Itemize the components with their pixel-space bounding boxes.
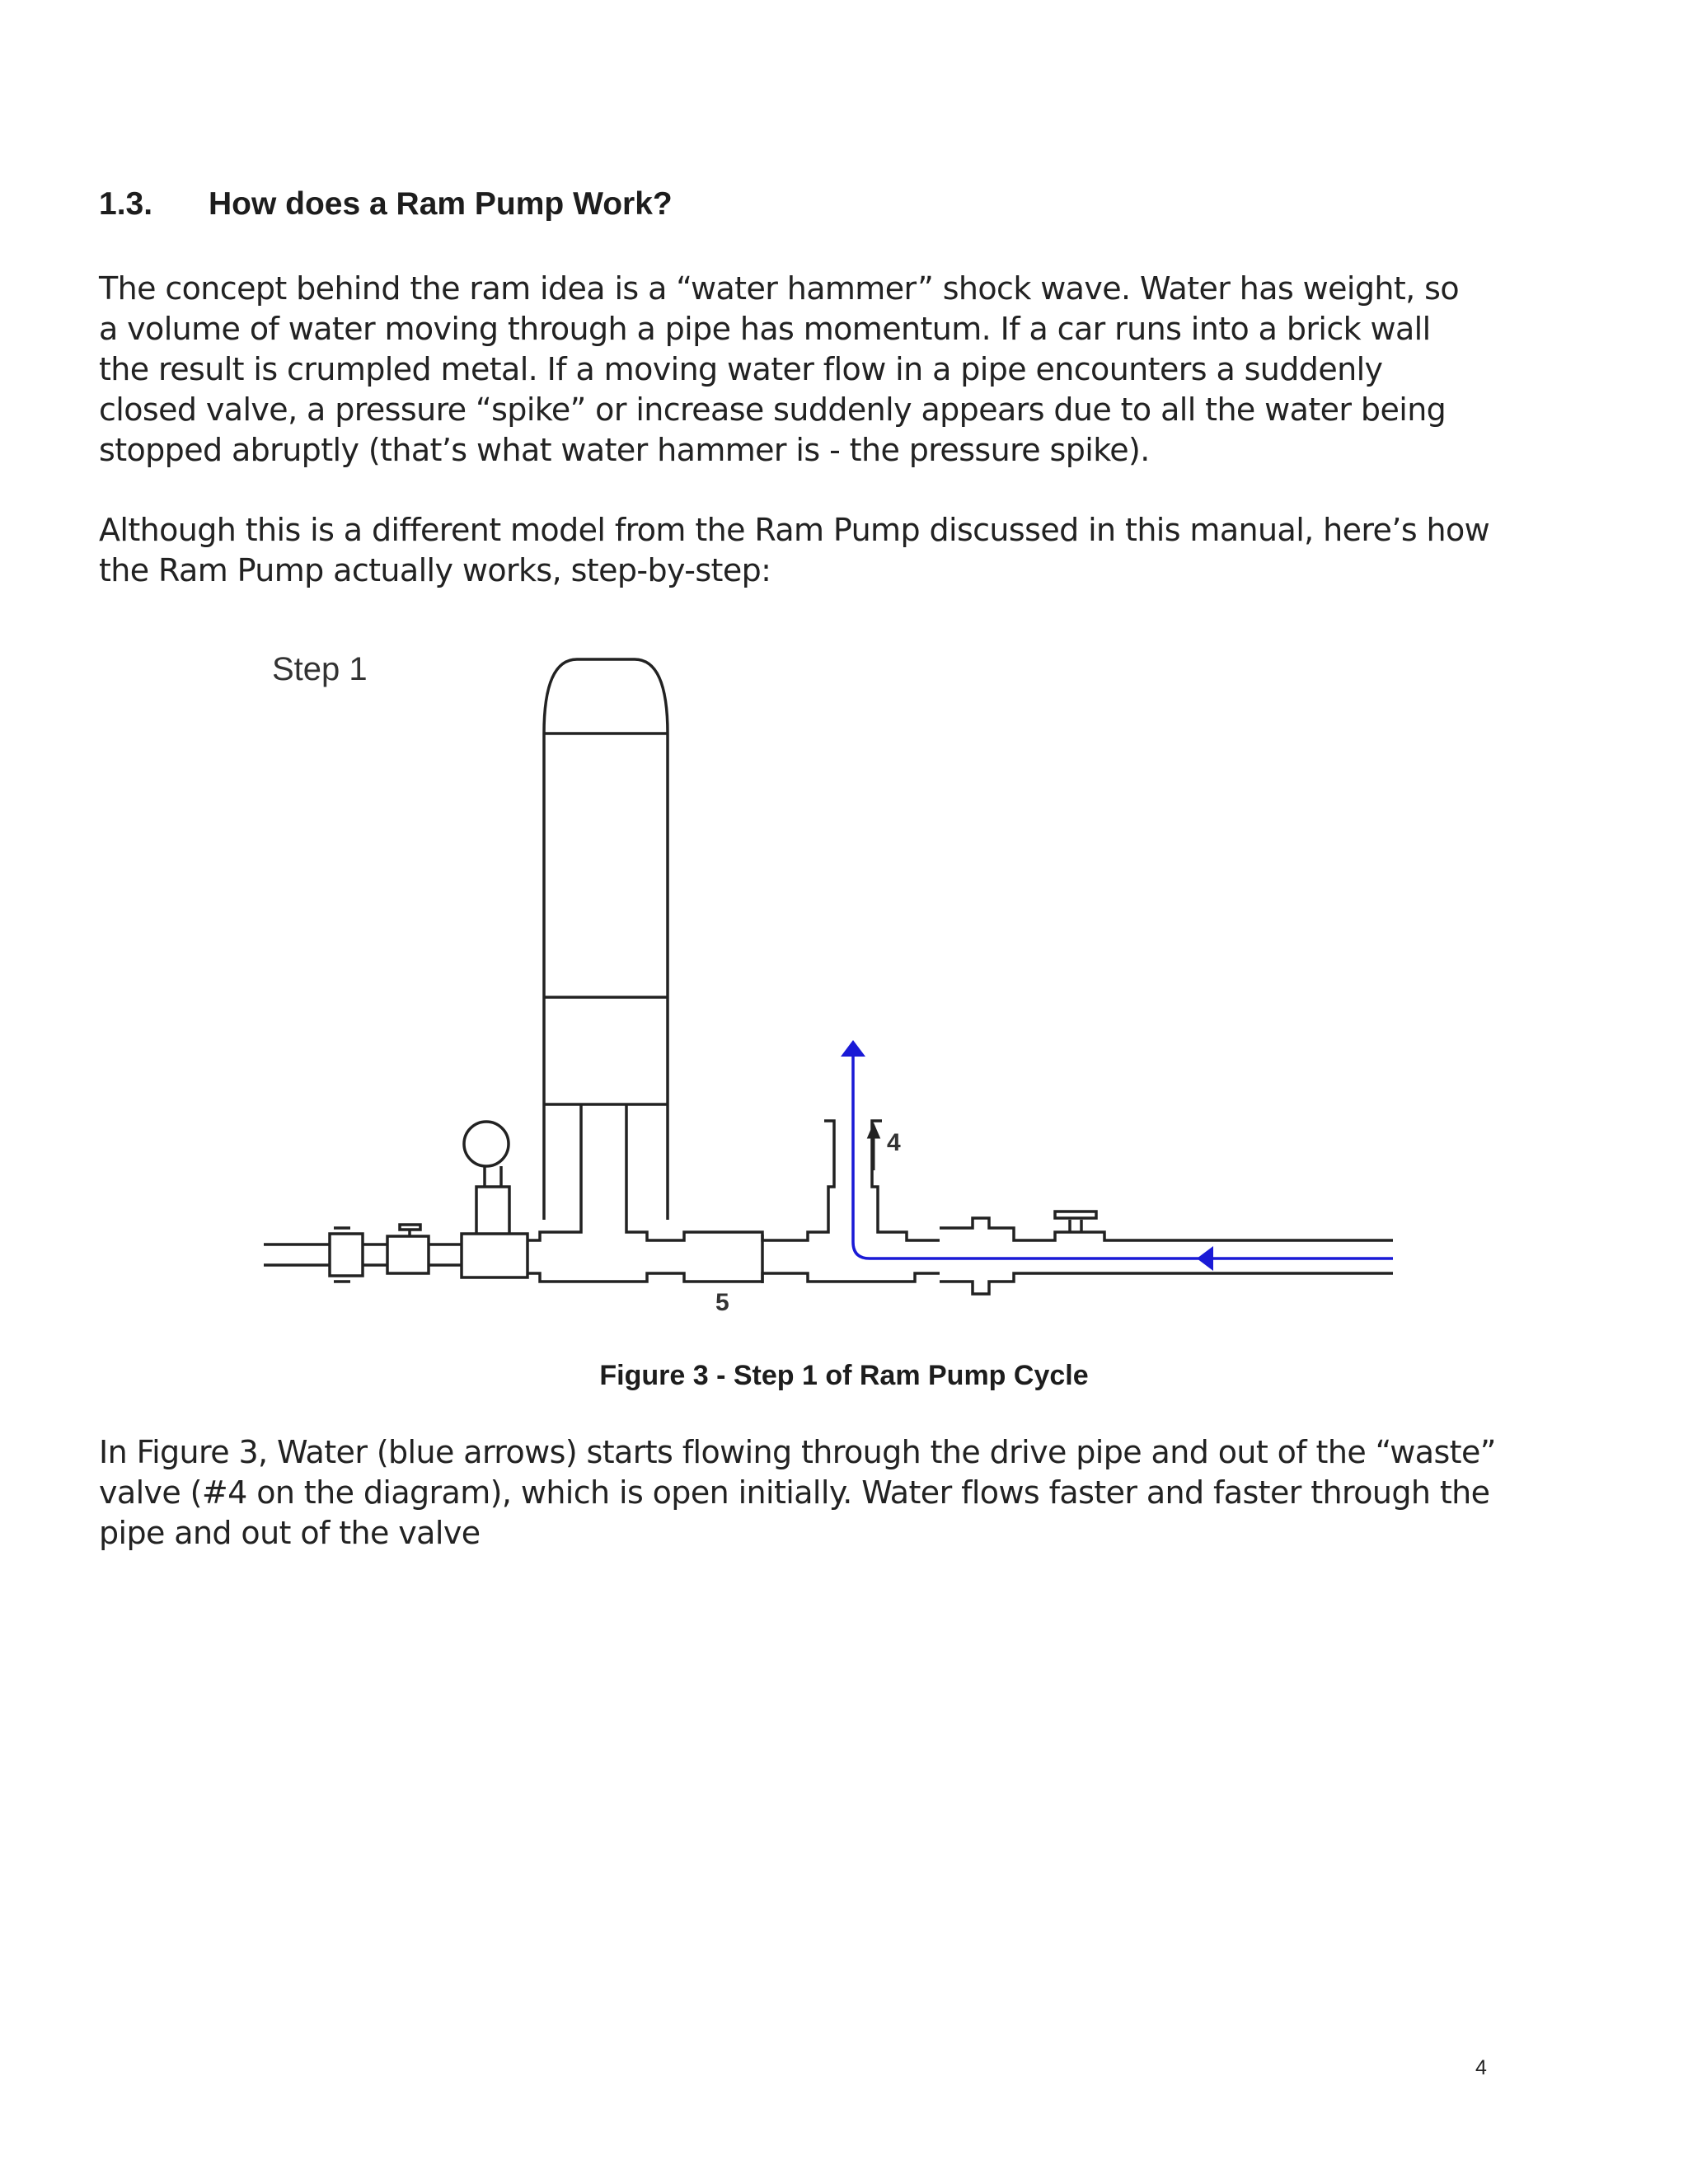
paragraph-line: closed valve, a pressure “spike” or increase suddenly appears due to all the water being (99, 391, 1447, 428)
flow-arrow-up (841, 1040, 865, 1057)
paragraph-line: the result is crumpled metal. If a moving water flow in a pipe encounters a suddenly (99, 351, 1383, 387)
paragraph-line: The concept behind the ram idea is a “water hammer” shock wave. Water has weight, so (99, 270, 1459, 307)
tank-neck (581, 1104, 626, 1218)
ram-pump-diagram (247, 635, 1418, 1335)
inlet-pipe (429, 1244, 462, 1265)
inlet-pipe (363, 1244, 387, 1265)
paragraph-line: the Ram Pump actually works, step-by-step: (99, 552, 771, 588)
page-number: 4 (1475, 2056, 1487, 2079)
gauge-tee (462, 1234, 528, 1277)
pipe-union (940, 1273, 1393, 1294)
waste-valve (878, 1218, 940, 1240)
section-heading (99, 186, 673, 223)
paragraph-water-hammer (99, 269, 1459, 471)
pump-body (528, 1218, 828, 1240)
pipe-fitting (330, 1234, 363, 1276)
pipe-fitting (387, 1236, 429, 1273)
paragraph-line: Although this is a different model from the Ram Pump discussed in this manual, here’s how (99, 512, 1490, 548)
paragraph-line: In Figure 3, Water (blue arrows) starts flowing through the drive pipe and out of the “waste” (99, 1434, 1496, 1470)
paragraph-line: stopped abruptly (that’s what water hammer is - the pressure spike). (99, 432, 1150, 468)
paragraph-line: a volume of water moving through a pipe has momentum. If a car runs into a brick wall (99, 311, 1431, 347)
paragraph-intro-steps (99, 510, 1489, 591)
flow-arrow-left (1197, 1246, 1213, 1271)
check-valve-number-label: 5 (715, 1289, 729, 1316)
gate-valve (1039, 1232, 1393, 1240)
accumulator-tank (544, 659, 668, 1220)
flow-line (853, 1055, 1393, 1258)
section-title: How does a Ram Pump Work? (209, 186, 673, 222)
valve-number-label: 4 (887, 1129, 901, 1156)
inlet-pipe (264, 1244, 330, 1265)
gate-valve-handle (1055, 1212, 1096, 1218)
pipe-union (940, 1218, 1039, 1240)
section-number: 1.3. (99, 186, 153, 222)
step-label: Step 1 (272, 651, 368, 687)
pressure-gauge (464, 1122, 509, 1166)
paragraph-line: pipe and out of the valve (99, 1515, 481, 1551)
figure-caption: Figure 3 - Step 1 of Ram Pump Cycle (599, 1360, 1089, 1391)
paragraph-step1-description (99, 1432, 1496, 1554)
gauge-riser (476, 1212, 509, 1234)
pipe-fitting (334, 1228, 350, 1282)
inlet-valve-handle (400, 1225, 420, 1230)
paragraph-line: valve (#4 on the diagram), which is open initially. Water flows faster and faster through the (99, 1474, 1490, 1511)
waste-valve (824, 1121, 834, 1218)
pump-body (528, 1273, 940, 1282)
gauge-valve (476, 1187, 509, 1212)
